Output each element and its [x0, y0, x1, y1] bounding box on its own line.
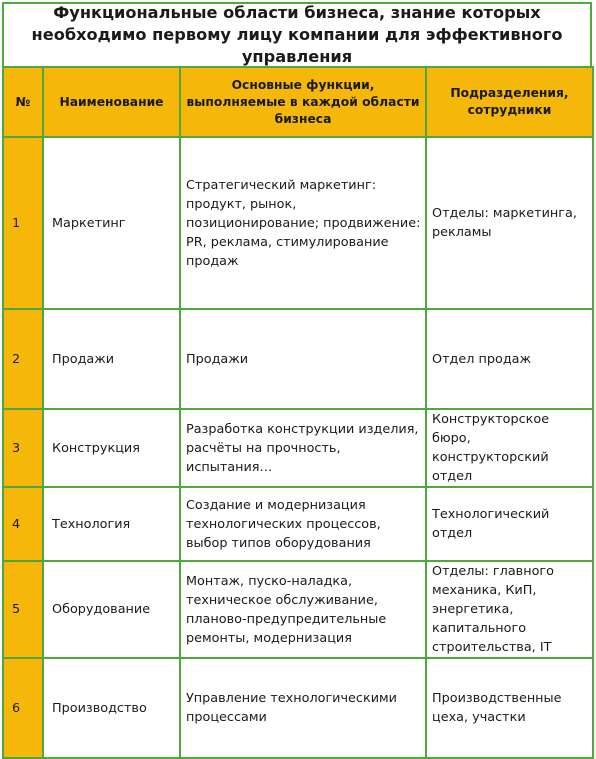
row-functions: Разработка конструкции изделия, расчёты на прочность, испытания… — [180, 409, 426, 487]
row-name: Технология — [43, 487, 180, 561]
header-functions: Основные функции, выполняемые в каждой области бизнеса — [180, 67, 426, 137]
row-functions: Создание и модернизация технологических процессов, выбор типов оборудования — [180, 487, 426, 561]
table-row — [3, 409, 593, 487]
row-name: Конструкция — [43, 409, 180, 487]
table-row — [3, 658, 593, 758]
row-num: 6 — [3, 658, 43, 758]
row-functions: Стратегический маркетинг: продукт, рынок, позиционирование; продвижение: PR, реклама, стимулирование продаж — [180, 137, 426, 309]
table-row — [3, 309, 593, 409]
table-row — [3, 561, 593, 658]
table-title: Функциональные области бизнеса, знание которых необходимо первому лицу компании для эффективного управления — [2, 2, 592, 66]
row-departments: Отдел продаж — [426, 309, 593, 409]
header-departments: Подразделения, сотрудники — [426, 67, 593, 137]
row-functions: Монтаж, пуско-наладка, техническое обслуживание, планово-предупредительные ремонты, модернизация — [180, 561, 426, 658]
row-functions: Управление технологическими процессами — [180, 658, 426, 758]
business-areas-table — [2, 66, 594, 759]
row-num: 5 — [3, 561, 43, 658]
row-departments: Производственные цеха, участки — [426, 658, 593, 758]
table-row — [3, 487, 593, 561]
header-num: № — [3, 67, 43, 137]
row-num: 2 — [3, 309, 43, 409]
row-num: 4 — [3, 487, 43, 561]
table-row — [3, 137, 593, 309]
row-functions: Продажи — [180, 309, 426, 409]
row-name: Маркетинг — [43, 137, 180, 309]
row-departments: Конструкторское бюро, конструкторский отдел — [426, 409, 593, 487]
header-name: Наименование — [43, 67, 180, 137]
header-row — [3, 67, 593, 137]
row-num: 3 — [3, 409, 43, 487]
row-name: Оборудование — [43, 561, 180, 658]
row-name: Продажи — [43, 309, 180, 409]
row-departments: Отделы: маркетинга, рекламы — [426, 137, 593, 309]
row-departments: Технологический отдел — [426, 487, 593, 561]
row-name: Производство — [43, 658, 180, 758]
row-num: 1 — [3, 137, 43, 309]
row-departments: Отделы: главного механика, КиП, энергетика, капитального строительства, IT — [426, 561, 593, 658]
